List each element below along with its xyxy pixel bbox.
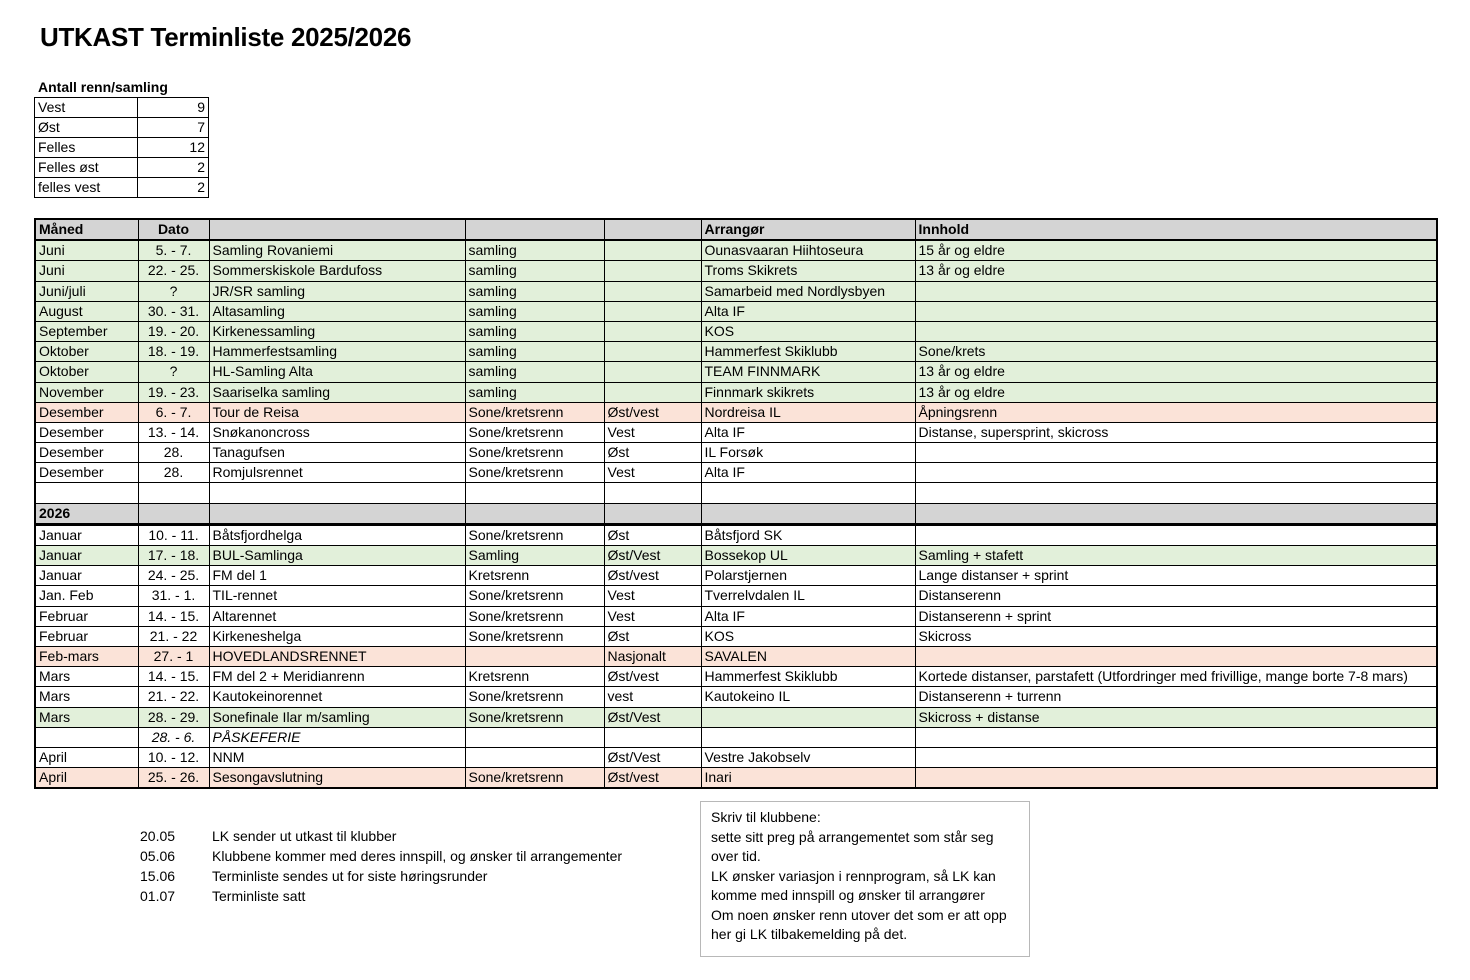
cell-event: PÅSKEFERIE	[209, 727, 465, 747]
cell-zone	[604, 261, 701, 281]
cell-content: Samling + stafett	[915, 546, 1437, 566]
header-event	[209, 219, 465, 240]
cell-type: Samling	[465, 546, 604, 566]
table-row	[35, 687, 1437, 707]
table-row	[35, 606, 1437, 626]
cell-date: 30. - 31.	[138, 301, 209, 321]
cell-month: Oktober	[35, 362, 138, 382]
cell-content: 13 år og eldre	[915, 362, 1437, 382]
table-row	[35, 362, 1437, 382]
cell-content: Åpningsrenn	[915, 402, 1437, 422]
cell-event: Altarennet	[209, 606, 465, 626]
cell-zone	[604, 281, 701, 301]
cell-content	[915, 463, 1437, 483]
timeline-text: Terminliste satt	[212, 888, 306, 904]
counts-row	[35, 118, 209, 138]
cell-event: BUL-Samlinga	[209, 546, 465, 566]
notes-line: her gi LK tilbakemelding på det.	[711, 926, 908, 942]
counts-row	[35, 138, 209, 158]
cell-organizer: Alta IF	[701, 422, 915, 442]
cell-event: NNM	[209, 747, 465, 767]
cell-type	[465, 747, 604, 767]
cell-zone: Øst	[604, 443, 701, 463]
cell-type: Sone/kretsrenn	[465, 586, 604, 606]
cell-type: samling	[465, 240, 604, 261]
table-row	[35, 443, 1437, 463]
header-zone	[604, 219, 701, 240]
table-row	[35, 546, 1437, 566]
cell-date: 18. - 19.	[138, 342, 209, 362]
cell-event: Båtsfjordhelga	[209, 524, 465, 545]
page-title: UTKAST Terminliste 2025/2026	[40, 22, 412, 52]
timeline-date: 15.06	[140, 868, 176, 884]
cell-event: Kirkeneshelga	[209, 626, 465, 646]
cell-date: 19. - 20.	[138, 321, 209, 341]
cell-type: Sone/kretsrenn	[465, 687, 604, 707]
cell-month: Mars	[35, 687, 138, 707]
counts-label: Felles øst	[35, 158, 138, 178]
cell-type: Sone/kretsrenn	[465, 402, 604, 422]
cell-zone: Vest	[604, 586, 701, 606]
counts-label: Felles	[35, 138, 138, 158]
cell-month: April	[35, 747, 138, 767]
cell-month	[35, 483, 138, 503]
cell-content: Distanserenn	[915, 586, 1437, 606]
cell-zone	[604, 382, 701, 402]
cell-date: 25. - 26.	[138, 768, 209, 789]
cell-type: samling	[465, 261, 604, 281]
cell-type	[465, 646, 604, 666]
cell-zone: Vest	[604, 606, 701, 626]
cell-zone: Øst/vest	[604, 402, 701, 422]
table-row	[35, 422, 1437, 442]
cell-type: Kretsrenn	[465, 566, 604, 586]
table-row	[35, 727, 1437, 747]
timeline-list	[140, 826, 622, 906]
cell-zone	[604, 483, 701, 503]
cell-content	[915, 646, 1437, 666]
table-row	[35, 646, 1437, 666]
cell-content: 13 år og eldre	[915, 382, 1437, 402]
cell-organizer: Hammerfest Skiklubb	[701, 667, 915, 687]
counts-label: Vest	[35, 98, 138, 118]
counts-label: Øst	[35, 118, 138, 138]
cell-date: 17. - 18.	[138, 546, 209, 566]
cell-month: Mars	[35, 707, 138, 727]
cell-month: Juni/juli	[35, 281, 138, 301]
timeline-item	[140, 866, 622, 886]
cell-type: Sone/kretsrenn	[465, 443, 604, 463]
cell-organizer	[701, 707, 915, 727]
cell-zone: Øst/vest	[604, 667, 701, 687]
cell-organizer: Hammerfest Skiklubb	[701, 342, 915, 362]
table-row	[35, 382, 1437, 402]
counts-table	[34, 97, 209, 198]
cell-type	[465, 483, 604, 503]
counts-value: 7	[138, 118, 209, 138]
cell-content: 13 år og eldre	[915, 261, 1437, 281]
cell-month: Desember	[35, 422, 138, 442]
cell-organizer: Ounasvaaran Hiihtoseura	[701, 240, 915, 261]
notes-line: LK ønsker variasjon i rennprogram, så LK kan	[711, 867, 996, 884]
cell-type: Sone/kretsrenn	[465, 606, 604, 626]
cell-date: 24. - 25.	[138, 566, 209, 586]
cell-date: 28. - 29.	[138, 707, 209, 727]
cell-zone: Øst/vest	[604, 768, 701, 789]
cell-zone: Øst/Vest	[604, 546, 701, 566]
cell-zone: Øst/Vest	[604, 707, 701, 727]
cell-type: Kretsrenn	[465, 667, 604, 687]
notes-line: sette sitt preg på arrangementet som står seg	[711, 828, 994, 845]
cell-type: Sone/kretsrenn	[465, 524, 604, 545]
cell-date: 10. - 12.	[138, 747, 209, 767]
table-row	[35, 240, 1437, 261]
cell-event: Sommerskiskole Bardufoss	[209, 261, 465, 281]
cell-date: 22. - 25.	[138, 261, 209, 281]
cell-type: Sone/kretsrenn	[465, 626, 604, 646]
cell-date: 28. - 6.	[138, 727, 209, 747]
table-row	[35, 707, 1437, 727]
cell-date: 6. - 7.	[138, 402, 209, 422]
table-row	[35, 566, 1437, 586]
cell-content: Lange distanser + sprint	[915, 566, 1437, 586]
cell-organizer: Nordreisa IL	[701, 402, 915, 422]
cell-date: 27. - 1	[138, 646, 209, 666]
cell-event: TIL-rennet	[209, 586, 465, 606]
cell-date: ?	[138, 362, 209, 382]
table-row	[35, 524, 1437, 545]
cell-zone: Vest	[604, 422, 701, 442]
cell-zone	[604, 301, 701, 321]
cell-content: Distanserenn + turrenn	[915, 687, 1437, 707]
cell-event: Saariselka samling	[209, 382, 465, 402]
cell-event: Tanagufsen	[209, 443, 465, 463]
cell-type: Sone/kretsrenn	[465, 707, 604, 727]
cell-month: Jan. Feb	[35, 586, 138, 606]
cell-date: 5. - 7.	[138, 240, 209, 261]
cell-date: 28.	[138, 443, 209, 463]
cell-date: ?	[138, 281, 209, 301]
table-row	[35, 768, 1437, 789]
cell-date	[138, 503, 209, 524]
cell-organizer: Vestre Jakobselv	[701, 747, 915, 767]
table-row	[35, 301, 1437, 321]
cell-organizer: Bossekop UL	[701, 546, 915, 566]
cell-organizer: KOS	[701, 321, 915, 341]
cell-type: Sone/kretsrenn	[465, 463, 604, 483]
schedule-table	[34, 218, 1438, 789]
cell-date: 21. - 22	[138, 626, 209, 646]
timeline-text: Klubbene kommer med deres innspill, og ønsker til arrangementer	[212, 848, 623, 864]
cell-event: Hammerfestsamling	[209, 342, 465, 362]
cell-type: samling	[465, 382, 604, 402]
cell-event: JR/SR samling	[209, 281, 465, 301]
cell-zone	[604, 342, 701, 362]
cell-month: Januar	[35, 566, 138, 586]
cell-type: samling	[465, 362, 604, 382]
cell-content	[915, 747, 1437, 767]
cell-organizer: Troms Skikrets	[701, 261, 915, 281]
header-organizer: Arrangør	[701, 219, 915, 240]
cell-organizer: Tverrelvdalen IL	[701, 586, 915, 606]
cell-content	[915, 321, 1437, 341]
cell-content	[915, 301, 1437, 321]
cell-zone	[604, 362, 701, 382]
cell-month	[35, 727, 138, 747]
cell-event: FM del 1	[209, 566, 465, 586]
cell-content: Distanse, supersprint, skicross	[915, 422, 1437, 442]
cell-month: Desember	[35, 443, 138, 463]
cell-type: Sone/kretsrenn	[465, 768, 604, 789]
cell-event: HL-Samling Alta	[209, 362, 465, 382]
timeline-item	[140, 826, 622, 846]
table-row	[35, 586, 1437, 606]
table-row	[35, 626, 1437, 646]
timeline-text: LK sender ut utkast til klubber	[212, 828, 397, 844]
notes-line: Om noen ønsker renn utover det som er att opp	[711, 906, 1007, 923]
cell-month: Mars	[35, 667, 138, 687]
cell-organizer: IL Forsøk	[701, 443, 915, 463]
header-content: Innhold	[915, 219, 1437, 240]
table-row	[35, 503, 1437, 524]
table-row	[35, 483, 1437, 503]
cell-event: Tour de Reisa	[209, 402, 465, 422]
counts-value: 12	[138, 138, 209, 158]
cell-organizer: KOS	[701, 626, 915, 646]
cell-type: Sone/kretsrenn	[465, 422, 604, 442]
cell-zone: Øst	[604, 626, 701, 646]
cell-content: Kortede distanser, parstafett (Utfordringer med frivillige, mange borte 7-8 mars)	[915, 667, 1437, 687]
cell-organizer: Samarbeid med Nordlysbyen	[701, 281, 915, 301]
cell-event: Sesongavslutning	[209, 768, 465, 789]
counts-label: felles vest	[35, 178, 138, 198]
cell-zone	[604, 321, 701, 341]
cell-event: Romjulsrennet	[209, 463, 465, 483]
cell-event: Kautokeinorennet	[209, 687, 465, 707]
cell-zone: Øst/Vest	[604, 747, 701, 767]
counts-value: 2	[138, 158, 209, 178]
cell-zone: Nasjonalt	[604, 646, 701, 666]
cell-zone	[604, 240, 701, 261]
cell-month: Desember	[35, 463, 138, 483]
cell-month: Januar	[35, 546, 138, 566]
cell-organizer: Båtsfjord SK	[701, 524, 915, 545]
cell-organizer	[701, 503, 915, 524]
cell-month: Januar	[35, 524, 138, 545]
cell-month: Februar	[35, 626, 138, 646]
cell-content	[915, 524, 1437, 545]
counts-value: 2	[138, 178, 209, 198]
cell-date: 21. - 22.	[138, 687, 209, 707]
cell-date: 19. - 23.	[138, 382, 209, 402]
cell-organizer: Kautokeino IL	[701, 687, 915, 707]
cell-content	[915, 727, 1437, 747]
cell-organizer: Finnmark skikrets	[701, 382, 915, 402]
cell-month: Feb-mars	[35, 646, 138, 666]
timeline-date: 05.06	[140, 848, 176, 864]
notes-line: Skriv til klubbene:	[711, 809, 821, 825]
cell-date: 14. - 15.	[138, 606, 209, 626]
cell-organizer: Alta IF	[701, 606, 915, 626]
cell-content	[915, 483, 1437, 503]
cell-organizer: Alta IF	[701, 463, 915, 483]
notes-line: over tid.	[711, 848, 761, 864]
cell-month: September	[35, 321, 138, 341]
cell-content: Skicross	[915, 626, 1437, 646]
table-row	[35, 261, 1437, 281]
cell-date	[138, 483, 209, 503]
table-row	[35, 321, 1437, 341]
header-date: Dato	[138, 219, 209, 240]
cell-month: Juni	[35, 240, 138, 261]
cell-content: 15 år og eldre	[915, 240, 1437, 261]
counts-title: Antall renn/samling	[38, 79, 168, 95]
cell-event: Sonefinale Ilar m/samling	[209, 707, 465, 727]
header-month: Måned	[35, 219, 138, 240]
cell-month: April	[35, 768, 138, 789]
cell-event: Snøkanoncross	[209, 422, 465, 442]
counts-row	[35, 98, 209, 118]
notes-line: komme med innspill og ønsker til arrangører	[711, 887, 985, 903]
cell-date: 28.	[138, 463, 209, 483]
cell-event: Altasamling	[209, 301, 465, 321]
cell-content	[915, 768, 1437, 789]
cell-type: samling	[465, 342, 604, 362]
cell-type: samling	[465, 321, 604, 341]
cell-month: Desember	[35, 402, 138, 422]
cell-organizer	[701, 483, 915, 503]
cell-month: Oktober	[35, 342, 138, 362]
cell-organizer: TEAM FINNMARK	[701, 362, 915, 382]
cell-date: 31. - 1.	[138, 586, 209, 606]
cell-content: Skicross + distanse	[915, 707, 1437, 727]
table-row	[35, 342, 1437, 362]
cell-content	[915, 443, 1437, 463]
cell-zone	[604, 727, 701, 747]
cell-organizer	[701, 727, 915, 747]
cell-month: Februar	[35, 606, 138, 626]
table-row	[35, 667, 1437, 687]
counts-row	[35, 158, 209, 178]
cell-content: Sone/krets	[915, 342, 1437, 362]
cell-type: samling	[465, 281, 604, 301]
cell-month: August	[35, 301, 138, 321]
table-row	[35, 281, 1437, 301]
cell-date: 14. - 15.	[138, 667, 209, 687]
notes-box	[700, 801, 1030, 957]
cell-event: HOVEDLANDSRENNET	[209, 646, 465, 666]
cell-event: Kirkenessamling	[209, 321, 465, 341]
cell-type	[465, 727, 604, 747]
cell-date: 10. - 11.	[138, 524, 209, 545]
cell-zone: Øst	[604, 524, 701, 545]
table-row	[35, 402, 1437, 422]
cell-content: Distanserenn + sprint	[915, 606, 1437, 626]
cell-organizer: Inari	[701, 768, 915, 789]
cell-zone: Øst/vest	[604, 566, 701, 586]
header-row	[35, 219, 1437, 240]
timeline-item	[140, 886, 622, 906]
header-type	[465, 219, 604, 240]
cell-zone	[604, 503, 701, 524]
counts-row	[35, 178, 209, 198]
cell-event: Samling Rovaniemi	[209, 240, 465, 261]
cell-zone: Vest	[604, 463, 701, 483]
cell-type: samling	[465, 301, 604, 321]
cell-zone: vest	[604, 687, 701, 707]
cell-type	[465, 503, 604, 524]
table-row	[35, 747, 1437, 767]
cell-event	[209, 503, 465, 524]
cell-content	[915, 281, 1437, 301]
cell-date: 13. - 14.	[138, 422, 209, 442]
cell-organizer: SAVALEN	[701, 646, 915, 666]
table-row	[35, 463, 1437, 483]
counts-value: 9	[138, 98, 209, 118]
timeline-date: 20.05	[140, 828, 176, 844]
cell-month: November	[35, 382, 138, 402]
cell-organizer: Polarstjernen	[701, 566, 915, 586]
cell-event: FM del 2 + Meridianrenn	[209, 667, 465, 687]
timeline-date: 01.07	[140, 888, 176, 904]
cell-month: 2026	[35, 503, 138, 524]
cell-organizer: Alta IF	[701, 301, 915, 321]
cell-content	[915, 503, 1437, 524]
cell-event	[209, 483, 465, 503]
cell-month: Juni	[35, 261, 138, 281]
timeline-text: Terminliste sendes ut for siste høringsrunder	[212, 868, 488, 884]
timeline-item	[140, 846, 622, 866]
